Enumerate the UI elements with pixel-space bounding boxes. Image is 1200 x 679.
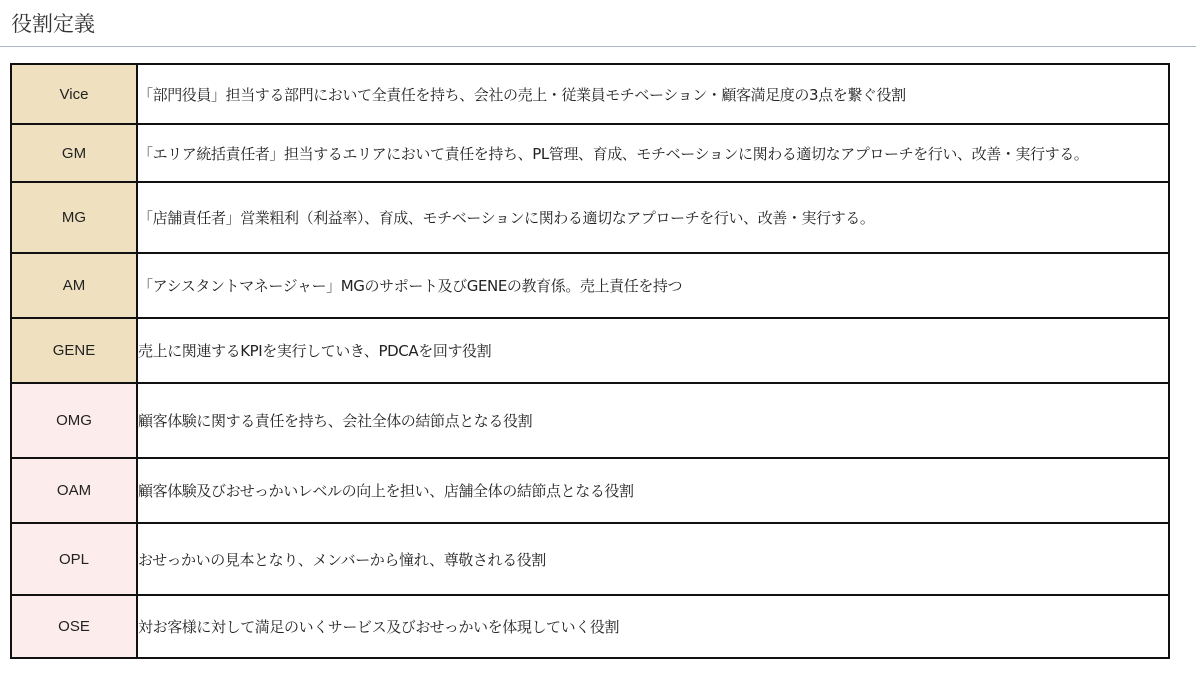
table-row (11, 523, 1169, 595)
role-description-cell: 「エリア統括責任者」担当するエリアにおいて責任を持ち、PL管理、育成、モチベーションに関わる適切なアプローチを行い、改善・実行する。 (137, 124, 1169, 182)
role-description-cell: おせっかいの見本となり、メンバーから憧れ、尊敬される役割 (137, 523, 1169, 595)
title-divider (0, 46, 1196, 47)
table-row (11, 64, 1169, 124)
role-code-cell: GM (11, 124, 137, 182)
role-description-cell: 対お客様に対して満足のいくサービス及びおせっかいを体現していく役割 (137, 595, 1169, 658)
role-definition-table (10, 63, 1170, 659)
role-code-cell: OSE (11, 595, 137, 658)
table-row (11, 318, 1169, 383)
role-description-cell: 「アシスタントマネージャー」MGのサポート及びGENEの教育係。売上責任を持つ (137, 253, 1169, 318)
role-description-cell: 売上に関連するKPIを実行していき、PDCAを回す役割 (137, 318, 1169, 383)
role-code-cell: MG (11, 182, 137, 253)
role-description-cell: 顧客体験及びおせっかいレベルの向上を担い、店舗全体の結節点となる役割 (137, 458, 1169, 523)
table-row (11, 253, 1169, 318)
table-row (11, 458, 1169, 523)
role-code-cell: Vice (11, 64, 137, 124)
page-title: 役割定義 (11, 12, 95, 36)
role-code-cell: OAM (11, 458, 137, 523)
table-row (11, 595, 1169, 658)
role-description-cell: 「店舗責任者」営業粗利（利益率）、育成、モチベーションに関わる適切なアプローチを行い、改善・実行する。 (137, 182, 1169, 253)
role-code-cell: OMG (11, 383, 137, 458)
table-row (11, 124, 1169, 182)
table-row (11, 383, 1169, 458)
role-code-cell: OPL (11, 523, 137, 595)
role-description-cell: 顧客体験に関する責任を持ち、会社全体の結節点となる役割 (137, 383, 1169, 458)
table-row (11, 182, 1169, 253)
role-code-cell: GENE (11, 318, 137, 383)
role-code-cell: AM (11, 253, 137, 318)
role-description-cell: 「部門役員」担当する部門において全責任を持ち、会社の売上・従業員モチベーション・顧客満足度の3点を繋ぐ役割 (137, 64, 1169, 124)
